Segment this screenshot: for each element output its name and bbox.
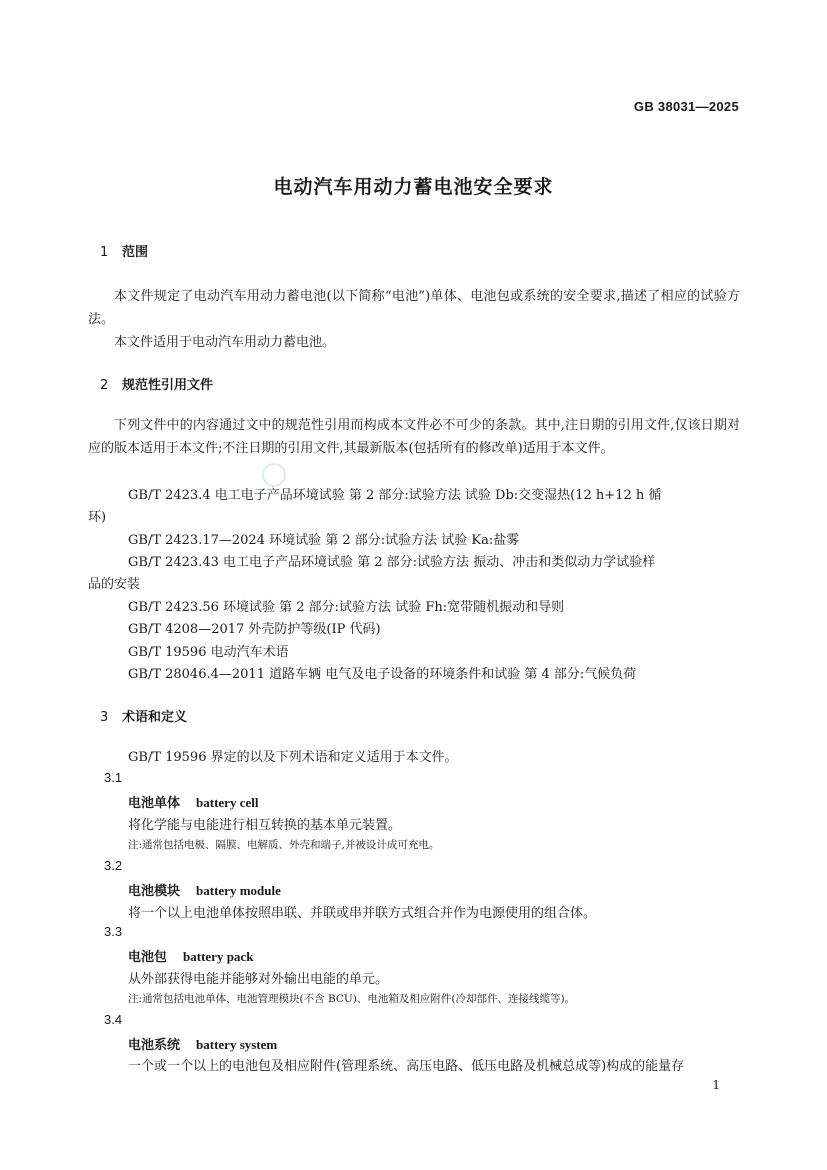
section-heading-scope [100, 241, 148, 260]
scope-paragraph-1: 本文件规定了电动汽车用动力蓄电池(以下简称“电池”)单体、电池包或系统的安全要求,描述了相应的试验方法。 [88, 289, 740, 327]
reference-item: GB/T 2423.43 电工电子产品环境试验 第 2 部分:试验方法 振动、冲击和类似动力学试验样 [128, 555, 656, 570]
term-name [128, 946, 253, 965]
reference-item: GB/T 28046.4—2011 道路车辆 电气及电子设备的环境条件和试验 第 4 部分:气候负荷 [128, 667, 637, 682]
reference-item-continuation: 环) [88, 510, 107, 525]
reference-item: GB/T 2423.17—2024 环境试验 第 2 部分:试验方法 试验 Ka:盐雾 [128, 533, 520, 548]
term-name [128, 880, 281, 899]
term-name-en: battery module [196, 883, 281, 898]
term-name-en: battery cell [196, 795, 259, 810]
section-title: 规范性引用文件 [122, 378, 214, 393]
term-number: 3.1 [104, 770, 123, 785]
term-name-zh: 电池系统 [128, 1038, 181, 1053]
section-title: 术语和定义 [122, 710, 188, 725]
term-definition: 从外部获得电能并能够对外输出电能的单元。 [128, 972, 389, 987]
reference-item: GB/T 2423.56 环境试验 第 2 部分:试验方法 试验 Fh:宽带随机振动和导则 [128, 600, 565, 615]
section-heading-terms-definitions [100, 706, 187, 725]
term-note: 注:通常包括电极、隔膜、电解质、外壳和端子,并被设计成可充电。 [128, 839, 440, 851]
reference-item: GB/T 19596 电动汽车术语 [128, 645, 289, 660]
document-title: 电动汽车用动力蓄电池安全要求 [273, 176, 554, 198]
section-heading-normative-references [100, 374, 213, 393]
section-number: 3 [100, 710, 109, 725]
term-name-en: battery system [196, 1037, 278, 1052]
term-name-zh: 电池单体 [128, 796, 181, 811]
reference-item: GB/T 4208—2017 外壳防护等级(IP 代码) [128, 622, 381, 637]
reference-item-continuation: 品的安装 [88, 577, 141, 592]
term-definition: 将化学能与电能进行相互转换的基本单元装置。 [128, 818, 402, 833]
term-number: 3.4 [104, 1012, 123, 1027]
term-name-en: battery pack [183, 949, 254, 964]
term-note: 注:通常包括电池单体、电池管理模块(不含 BCU)、电池箱及相应附件(冷却部件、连接线缆等)。 [128, 993, 576, 1005]
section-number: 2 [100, 378, 109, 393]
term-name [128, 792, 258, 811]
terms-intro-paragraph: GB/T 19596 界定的以及下列术语和定义适用于本文件。 [128, 750, 458, 765]
term-number: 3.2 [104, 858, 123, 873]
scope-paragraph-2: 本文件适用于电动汽车用动力蓄电池。 [114, 335, 336, 350]
term-name [128, 1034, 277, 1053]
term-name-zh: 电池模块 [128, 884, 181, 899]
reference-item: GB/T 2423.4 电工电子产品环境试验 第 2 部分:试验方法 试验 Db:交变湿热(12 h+12 h 循 [128, 488, 662, 503]
term-definition: 将一个以上电池单体按照串联、并联或串并联方式组合并作为电源使用的组合体。 [128, 906, 597, 921]
normative-intro-paragraph: 下列文件中的内容通过文中的规范性引用而构成本文件必不可少的条款。其中,注日期的引用文件,仅该日期对应的版本适用于本文件;不注日期的引用文件,其最新版本(包括所有的修改单)适用于本文件。 [88, 418, 740, 456]
term-number: 3.3 [104, 924, 123, 939]
term-definition: 一个或一个以上的电池包及相应附件(管理系统、高压电路、低压电路及机械总成等)构成的能量存 [128, 1059, 685, 1074]
section-number: 1 [100, 245, 109, 260]
standard-number: GB 38031—2025 [633, 99, 739, 114]
term-name-zh: 电池包 [128, 950, 168, 965]
page-number: 1 [712, 1078, 720, 1092]
section-title: 范围 [122, 245, 149, 260]
